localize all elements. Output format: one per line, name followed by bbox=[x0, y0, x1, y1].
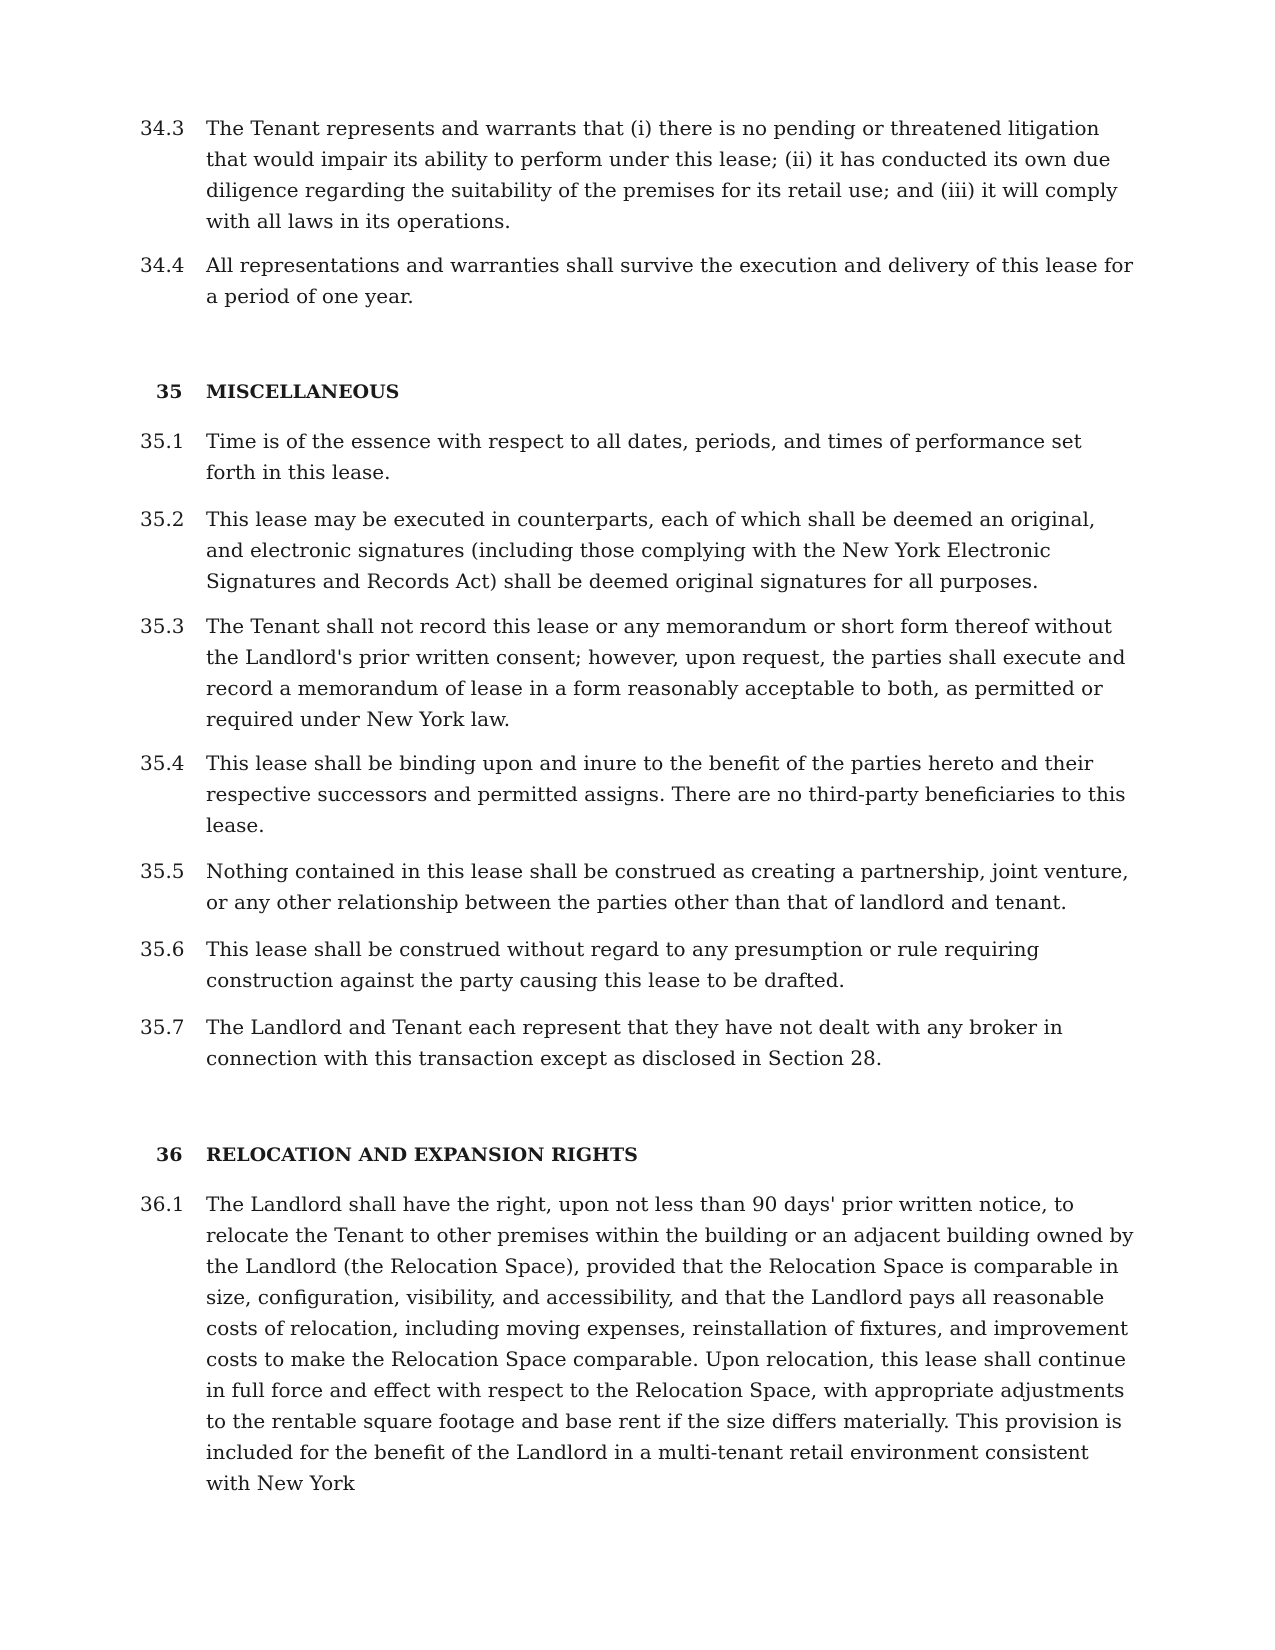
section-number: 35 bbox=[156, 381, 183, 403]
clause-text: Nothing contained in this lease shall be construed as creating a partnership, joint venture, or any other relationship between the parties other than that of landlord and tenant. bbox=[206, 859, 1129, 914]
section-number: 36 bbox=[156, 1144, 183, 1166]
clause-number: 35.1 bbox=[140, 429, 185, 453]
clause-text: The Landlord shall have the right, upon not less than 90 days' prior written notice, to relocate the Tenant to other premises within the building or an adjacent building owned by the Landlord (the Relocation Space), provided that the Relocation Space is comparable in size, configuration, visibility, and accessibility, and that the Landlord pays all reasonable costs of relocation, including moving expenses, reinstallation of fixtures, and improvement costs to make the Relocation Space comparable. Upon relocation, this lease shall continue in full force and effect with respect to the Relocation Space, with appropriate adjustments to the rentable square footage and base rent if the size differs materially. This provision is included for the benefit of the Landlord in a multi-tenant retail environment consistent with New York bbox=[206, 1192, 1134, 1495]
clause-text: This lease may be executed in counterparts, each of which shall be deemed an original, and electronic signatures (including those complying with the New York Electronic Signatures and Records Act) shall be deemed original signatures for all purposes. bbox=[206, 507, 1096, 593]
clause-number: 34.3 bbox=[140, 116, 185, 140]
clause-number: 36.1 bbox=[140, 1192, 185, 1216]
clause-text: All representations and warranties shall survive the execution and delivery of this lease for a period of one year. bbox=[206, 253, 1134, 308]
section-title: MISCELLANEOUS bbox=[206, 381, 400, 403]
clause-number: 35.5 bbox=[140, 859, 185, 883]
clause-text: The Tenant shall not record this lease or any memorandum or short form thereof without the Landlord's prior written consent; however, upon request, the parties shall execute and record a memorandum of lease in a form reasonably acceptable to both, as permitted or required under New York law. bbox=[206, 614, 1126, 731]
clause-text: Time is of the essence with respect to all dates, periods, and times of performance set forth in this lease. bbox=[206, 429, 1082, 484]
clause-number: 34.4 bbox=[140, 253, 185, 277]
clause-number: 35.4 bbox=[140, 751, 185, 775]
clause-text: The Tenant represents and warrants that (i) there is no pending or threatened litigation that would impair its ability to perform under this lease; (ii) it has conducted its own due diligence regarding the suitability of the premises for its retail use; and (iii) it will comply with all laws in its operations. bbox=[206, 116, 1118, 233]
clause-number: 35.6 bbox=[140, 937, 185, 961]
clause-text: This lease shall be construed without regard to any presumption or rule requiring construction against the party causing this lease to be drafted. bbox=[206, 937, 1040, 992]
section-title: RELOCATION AND EXPANSION RIGHTS bbox=[206, 1144, 638, 1166]
clause-number: 35.2 bbox=[140, 507, 185, 531]
clause-text: The Landlord and Tenant each represent that they have not dealt with any broker in connection with this transaction except as disclosed in Section 28. bbox=[206, 1015, 1063, 1070]
clause-text: This lease shall be binding upon and inure to the benefit of the parties hereto and their respective successors and permitted assigns. There are no third-party beneficiaries to this lease. bbox=[206, 751, 1126, 837]
clause-number: 35.3 bbox=[140, 614, 185, 638]
clause-number: 35.7 bbox=[140, 1015, 185, 1039]
